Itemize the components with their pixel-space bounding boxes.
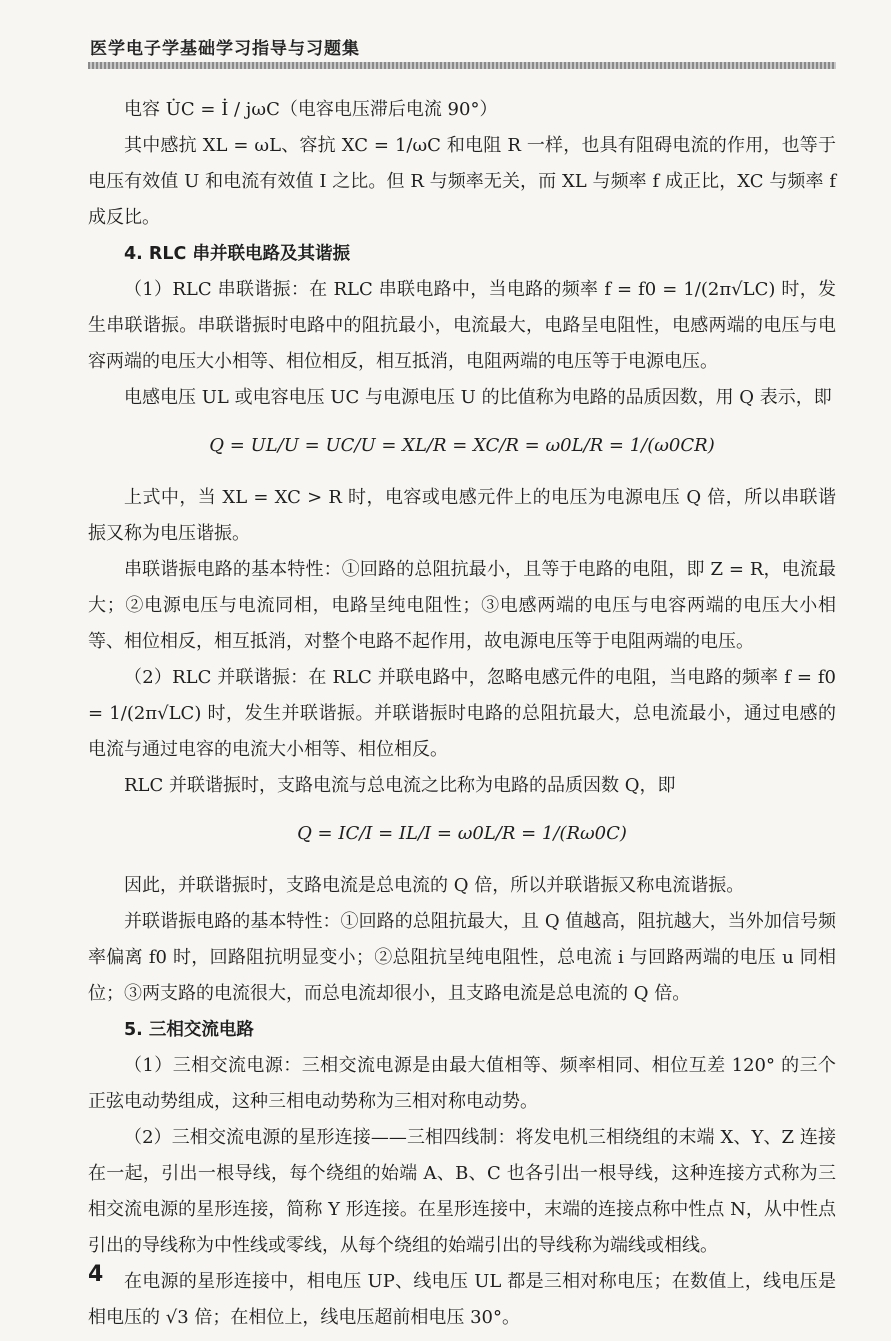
paragraph-quality-factor-intro: 电感电压 UL 或电容电压 UC 与电源电压 U 的比值称为电路的品质因数，用 Q 表示，即 — [124, 387, 832, 408]
heading-rlc-resonance: 4. RLC 串并联电路及其谐振 — [124, 244, 350, 264]
heading-three-phase: 5. 三相交流电路 — [124, 1020, 254, 1040]
page-number: 4 — [88, 1262, 104, 1287]
formula-parallel-q: Q = IC/I = IL/I = ω0L/R = 1/(Rω0C) — [297, 823, 627, 844]
paragraph-voltage-resonance: 上式中，当 XL = XC > R 时，电容或电感元件上的电压为电源电压 Q 倍，所以串联谐振又称为电压谐振。 — [88, 487, 836, 544]
running-header-title: 医学电子学基础学习指导与习题集 — [90, 39, 360, 59]
paragraph-capacitor: 电容 U̇C = İ / jωC（电容电压滞后电流 90°） — [124, 99, 498, 120]
paragraph-current-resonance: 因此，并联谐振时，支路电流是总电流的 Q 倍，所以并联谐振又称电流谐振。 — [124, 875, 745, 896]
paragraph-parallel-q-intro: RLC 并联谐振时，支路电流与总电流之比称为电路的品质因数 Q，即 — [124, 775, 676, 796]
paragraph-line-phase-voltage: 在电源的星形连接中，相电压 UP、线电压 UL 都是三相对称电压；在数值上，线电压是相电压的 √3 倍；在相位上，线电压超前相电压 30°。 — [88, 1271, 836, 1328]
formula-series-q: Q = UL/U = UC/U = XL/R = XC/R = ω0L/R = 1/(ω0CR) — [209, 435, 715, 456]
paragraph-parallel-resonance: （2）RLC 并联谐振：在 RLC 并联电路中，忽略电感元件的电阻，当电路的频率 f = f0 = 1/(2π√LC) 时，发生并联谐振。并联谐振时电路的总阻抗最大，总电流最小，通过电感的电流与通过电容的电流大小相等、相位相反。 — [88, 667, 836, 760]
paragraph-series-characteristics: 串联谐振电路的基本特性：①回路的总阻抗最小，且等于电路的电阻，即 Z = R，电流最大；②电源电压与电流同相，电路呈纯电阻性；③电感两端的电压与电容两端的电压大小相等、相位相反，相互抵消，对整个电路不起作用，故电源电压等于电阻两端的电压。 — [88, 559, 836, 652]
paragraph-series-resonance: （1）RLC 串联谐振：在 RLC 串联电路中，当电路的频率 f = f0 = 1/(2π√LC) 时，发生串联谐振。串联谐振时电路中的阻抗最小，电流最大，电路呈电阻性，电感两端的电压与电容两端的电压大小相等、相位相反，相互抵消，电阻两端的电压等于电源电压。 — [88, 279, 836, 372]
paragraph-reactance: 其中感抗 XL = ωL、容抗 XC = 1/ωC 和电阻 R 一样，也具有阻碍电流的作用，也等于电压有效值 U 和电流有效值 I 之比。但 R 与频率无关，而 XL 与频率 f 成正比，XC 与频率 f 成反比。 — [88, 135, 836, 228]
paragraph-parallel-characteristics: 并联谐振电路的基本特性：①回路的总阻抗最大，且 Q 值越高，阻抗越大，当外加信号频率偏离 f0 时，回路阻抗明显变小；②总阻抗呈纯电阻性，总电流 i 与回路两端的电压 u 同相位；③两支路的电流很大，而总电流却很小，且支路电流是总电流的 Q 倍。 — [88, 911, 836, 1004]
paragraph-star-connection: （2）三相交流电源的星形连接——三相四线制：将发电机三相绕组的末端 X、Y、Z 连接在一起，引出一根导线，每个绕组的始端 A、B、C 也各引出一根导线，这种连接方式称为三相交流电源的星形连接，简称 Y 形连接。在星形连接中，末端的连接点称中性点 N，从中性点引出的导线称为中性线或零线，从每个绕组的始端引出的导线称为端线或相线。 — [88, 1127, 836, 1256]
header-rule — [88, 62, 836, 69]
page-body — [88, 92, 836, 1336]
paragraph-three-phase-source: （1）三相交流电源：三相交流电源是由最大值相等、频率相同、相位互差 120° 的三个正弦电动势组成，这种三相电动势称为三相对称电动势。 — [88, 1055, 836, 1112]
